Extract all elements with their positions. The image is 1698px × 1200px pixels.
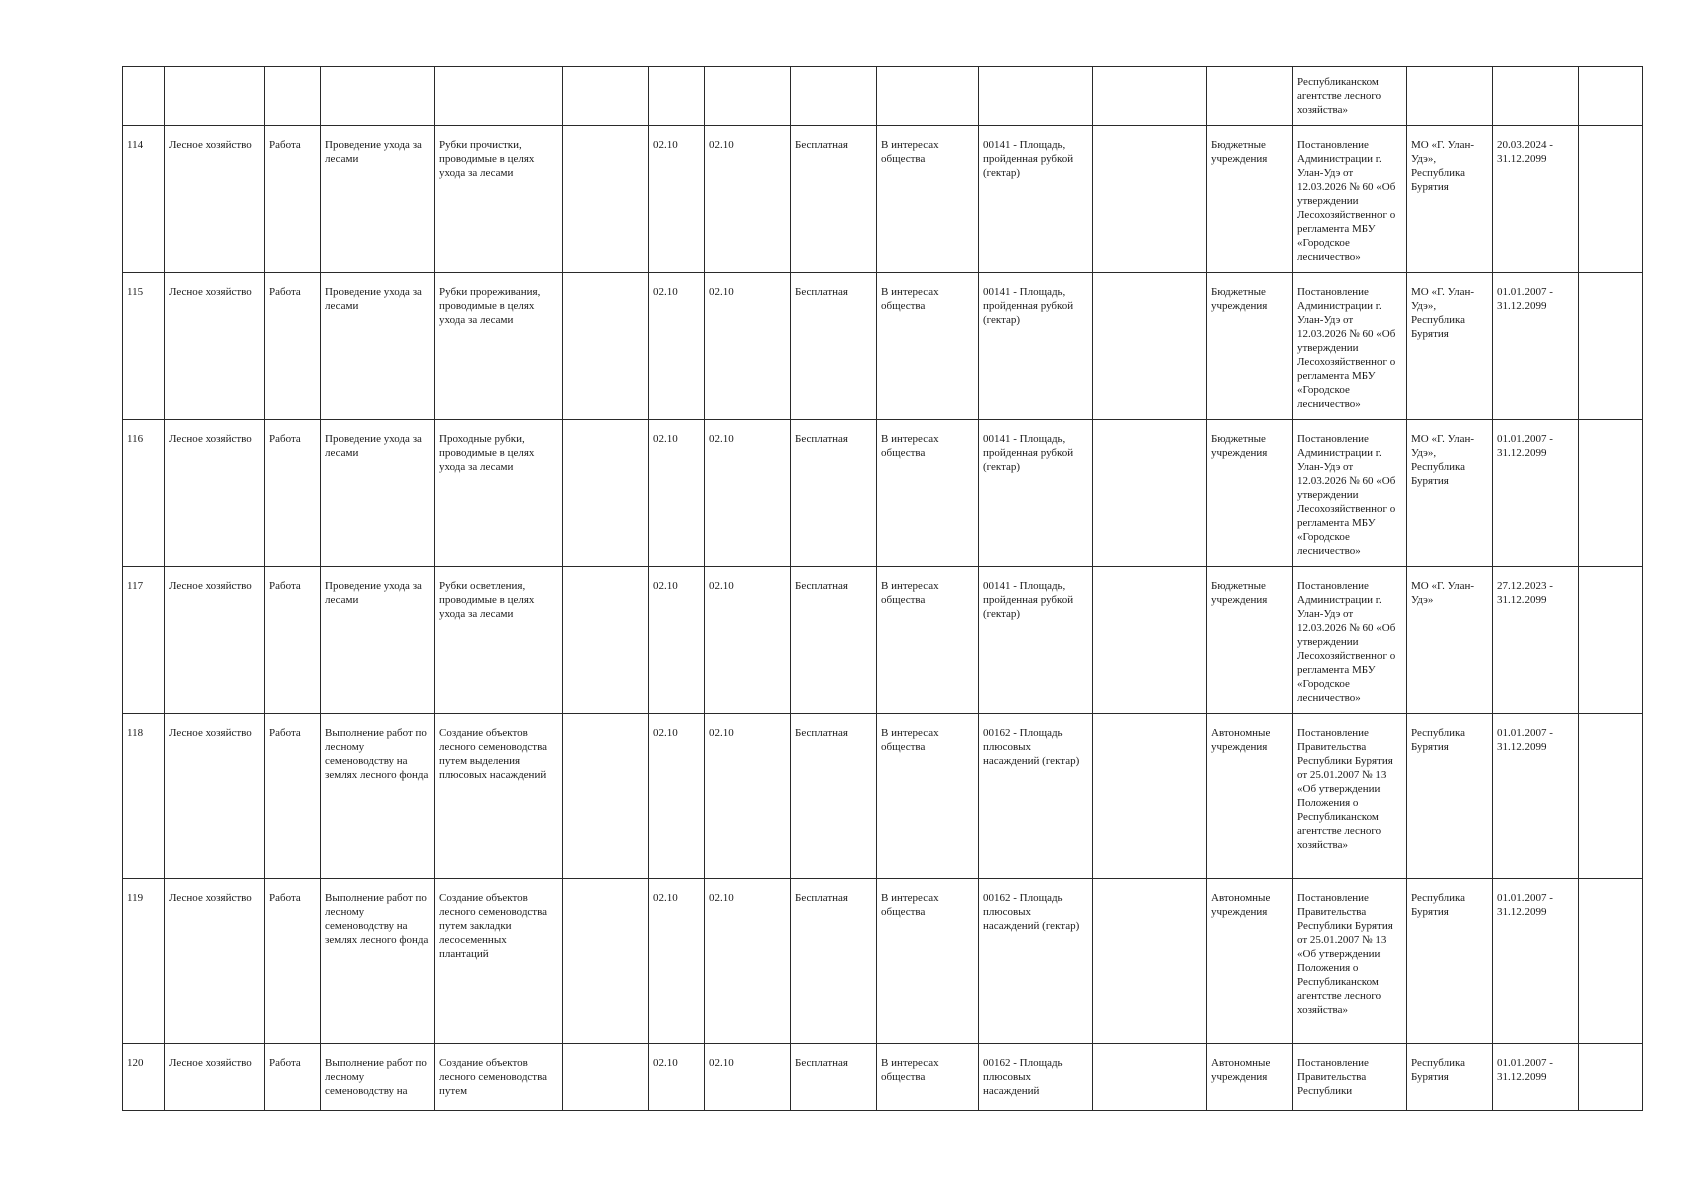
cell-empty	[563, 273, 649, 420]
cell-code2	[705, 67, 791, 126]
cell-pay: Бесплатная	[791, 420, 877, 567]
cell-indicator	[979, 67, 1093, 126]
cell-sector: Лесное хозяйство	[165, 714, 265, 879]
cell-indicator: 00162 - Площадь плюсовых насаждений (гектар)	[979, 879, 1093, 1044]
cell-code2: 02.10	[705, 420, 791, 567]
cell-interest: В интересах общества	[877, 126, 979, 273]
cell-empty	[1093, 1044, 1207, 1111]
cell-period: 01.01.2007 - 31.12.2099	[1493, 420, 1579, 567]
cell-institution: Автономные учреждения	[1207, 879, 1293, 1044]
cell-empty	[1093, 67, 1207, 126]
cell-name: Проведение ухода за лесами	[321, 420, 435, 567]
cell-kind	[265, 67, 321, 126]
cell-empty	[1579, 126, 1643, 273]
cell-empty	[563, 67, 649, 126]
cell-owner: Республика Бурятия	[1407, 1044, 1493, 1111]
cell-kind: Работа	[265, 714, 321, 879]
cell-code1: 02.10	[649, 1044, 705, 1111]
cell-name: Выполнение работ по лесному семеноводству на землях лесного фонда	[321, 879, 435, 1044]
cell-content: Рубки прочистки, проводимые в целях ухода за лесами	[435, 126, 563, 273]
cell-kind: Работа	[265, 1044, 321, 1111]
cell-empty	[1093, 879, 1207, 1044]
cell-code1: 02.10	[649, 273, 705, 420]
cell-interest	[877, 67, 979, 126]
cell-name: Проведение ухода за лесами	[321, 273, 435, 420]
cell-owner: МО «Г. Улан-Удэ», Республика Бурятия	[1407, 273, 1493, 420]
cell-empty	[1579, 67, 1643, 126]
cell-name: Выполнение работ по лесному семеноводству на землях лесного фонда	[321, 714, 435, 879]
registry-page	[122, 66, 1642, 1111]
cell-interest: В интересах общества	[877, 714, 979, 879]
cell-sector: Лесное хозяйство	[165, 420, 265, 567]
services-registry-table	[122, 66, 1643, 1111]
cell-legal: Постановление Администрации г. Улан-Удэ от 12.03.2026 № 60 «Об утверждении Лесохозяйственног о регламента МБУ «Городское лесничество»	[1293, 126, 1407, 273]
cell-owner	[1407, 67, 1493, 126]
cell-empty	[1579, 273, 1643, 420]
cell-content	[435, 67, 563, 126]
cell-empty	[1579, 567, 1643, 714]
cell-num	[123, 67, 165, 126]
cell-interest: В интересах общества	[877, 879, 979, 1044]
table-row	[123, 567, 1643, 714]
cell-empty	[1579, 714, 1643, 879]
cell-sector: Лесное хозяйство	[165, 879, 265, 1044]
cell-empty	[1579, 420, 1643, 567]
cell-empty	[563, 1044, 649, 1111]
cell-kind: Работа	[265, 879, 321, 1044]
cell-pay: Бесплатная	[791, 714, 877, 879]
cell-institution: Бюджетные учреждения	[1207, 126, 1293, 273]
cell-institution: Бюджетные учреждения	[1207, 273, 1293, 420]
cell-institution: Бюджетные учреждения	[1207, 567, 1293, 714]
cell-owner: МО «Г. Улан-Удэ», Республика Бурятия	[1407, 420, 1493, 567]
cell-period: 01.01.2007 - 31.12.2099	[1493, 714, 1579, 879]
cell-name: Проведение ухода за лесами	[321, 126, 435, 273]
cell-legal: Постановление Правительства Республики Бурятия от 25.01.2007 № 13 «Об утверждении Положения о Республиканском агентстве лесного хозяйства»	[1293, 714, 1407, 879]
cell-num: 118	[123, 714, 165, 879]
cell-empty	[563, 879, 649, 1044]
cell-kind: Работа	[265, 273, 321, 420]
cell-content: Создание объектов лесного семеноводства путем закладки лесосеменных плантаций	[435, 879, 563, 1044]
cell-num: 116	[123, 420, 165, 567]
table-row	[123, 126, 1643, 273]
cell-indicator: 00141 - Площадь, пройденная рубкой (гектар)	[979, 126, 1093, 273]
cell-pay: Бесплатная	[791, 1044, 877, 1111]
cell-num: 114	[123, 126, 165, 273]
cell-indicator: 00141 - Площадь, пройденная рубкой (гектар)	[979, 273, 1093, 420]
cell-content: Создание объектов лесного семеноводства путем выделения плюсовых насаждений	[435, 714, 563, 879]
cell-code1	[649, 67, 705, 126]
cell-period: 01.01.2007 - 31.12.2099	[1493, 1044, 1579, 1111]
table-row	[123, 1044, 1643, 1111]
table-row	[123, 420, 1643, 567]
cell-content: Создание объектов лесного семеноводства путем	[435, 1044, 563, 1111]
cell-indicator: 00141 - Площадь, пройденная рубкой (гектар)	[979, 420, 1093, 567]
cell-num: 120	[123, 1044, 165, 1111]
cell-indicator: 00162 - Площадь плюсовых насаждений	[979, 1044, 1093, 1111]
cell-empty	[1093, 420, 1207, 567]
cell-code2: 02.10	[705, 714, 791, 879]
cell-num: 115	[123, 273, 165, 420]
cell-name: Проведение ухода за лесами	[321, 567, 435, 714]
cell-code2: 02.10	[705, 273, 791, 420]
cell-code1: 02.10	[649, 714, 705, 879]
cell-empty	[1093, 273, 1207, 420]
cell-content: Рубки осветления, проводимые в целях ухода за лесами	[435, 567, 563, 714]
cell-num: 117	[123, 567, 165, 714]
cell-owner: Республика Бурятия	[1407, 714, 1493, 879]
table-row	[123, 879, 1643, 1044]
cell-code2: 02.10	[705, 126, 791, 273]
cell-empty	[1093, 567, 1207, 714]
cell-legal	[1293, 67, 1407, 126]
cell-period: 01.01.2007 - 31.12.2099	[1493, 273, 1579, 420]
cell-sector: Лесное хозяйство	[165, 567, 265, 714]
cell-interest: В интересах общества	[877, 567, 979, 714]
cell-pay: Бесплатная	[791, 567, 877, 714]
cell-period: 20.03.2024 - 31.12.2099	[1493, 126, 1579, 273]
cell-sector: Лесное хозяйство	[165, 1044, 265, 1111]
cell-code1: 02.10	[649, 420, 705, 567]
cell-kind: Работа	[265, 420, 321, 567]
cell-legal-text: Республиканском агентстве лесного хозяйства»	[1297, 76, 1382, 116]
cell-code2: 02.10	[705, 567, 791, 714]
cell-period	[1493, 67, 1579, 126]
cell-empty	[1093, 714, 1207, 879]
cell-owner: МО «Г. Улан-Удэ», Республика Бурятия	[1407, 126, 1493, 273]
cell-pay: Бесплатная	[791, 273, 877, 420]
cell-indicator: 00141 - Площадь, пройденная рубкой (гектар)	[979, 567, 1093, 714]
cell-sector: Лесное хозяйство	[165, 126, 265, 273]
cell-interest: В интересах общества	[877, 420, 979, 567]
cell-sector: Лесное хозяйство	[165, 273, 265, 420]
cell-pay	[791, 67, 877, 126]
cell-pay: Бесплатная	[791, 126, 877, 273]
cell-legal: Постановление Администрации г. Улан-Удэ от 12.03.2026 № 60 «Об утверждении Лесохозяйственног о регламента МБУ «Городское лесничество»	[1293, 567, 1407, 714]
table-row	[123, 714, 1643, 879]
cell-empty	[563, 420, 649, 567]
cell-empty	[1579, 1044, 1643, 1111]
cell-empty	[563, 567, 649, 714]
cell-kind: Работа	[265, 126, 321, 273]
cell-legal: Постановление Администрации г. Улан-Удэ от 12.03.2026 № 60 «Об утверждении Лесохозяйственног о регламента МБУ «Городское лесничество»	[1293, 420, 1407, 567]
cell-code1: 02.10	[649, 879, 705, 1044]
cell-content: Проходные рубки, проводимые в целях ухода за лесами	[435, 420, 563, 567]
cell-owner: МО «Г. Улан-Удэ»	[1407, 567, 1493, 714]
cell-period: 27.12.2023 - 31.12.2099	[1493, 567, 1579, 714]
cell-legal: Постановление Правительства Республики	[1293, 1044, 1407, 1111]
cell-interest: В интересах общества	[877, 1044, 979, 1111]
cell-num: 119	[123, 879, 165, 1044]
cell-period: 01.01.2007 - 31.12.2099	[1493, 879, 1579, 1044]
cell-empty	[563, 714, 649, 879]
cell-indicator: 00162 - Площадь плюсовых насаждений (гектар)	[979, 714, 1093, 879]
cell-empty	[563, 126, 649, 273]
cell-owner: Республика Бурятия	[1407, 879, 1493, 1044]
cell-institution	[1207, 67, 1293, 126]
cell-code1: 02.10	[649, 567, 705, 714]
cell-institution: Автономные учреждения	[1207, 714, 1293, 879]
cell-institution: Автономные учреждения	[1207, 1044, 1293, 1111]
cell-legal: Постановление Правительства Республики Бурятия от 25.01.2007 № 13 «Об утверждении Положения о Республиканском агентстве лесного хозяйства»	[1293, 879, 1407, 1044]
table-row-continuation	[123, 67, 1643, 126]
cell-name	[321, 67, 435, 126]
cell-content: Рубки прореживания, проводимые в целях ухода за лесами	[435, 273, 563, 420]
cell-name: Выполнение работ по лесному семеноводству на	[321, 1044, 435, 1111]
cell-empty	[1093, 126, 1207, 273]
cell-sector	[165, 67, 265, 126]
cell-code2: 02.10	[705, 879, 791, 1044]
cell-institution: Бюджетные учреждения	[1207, 420, 1293, 567]
cell-legal: Постановление Администрации г. Улан-Удэ от 12.03.2026 № 60 «Об утверждении Лесохозяйственног о регламента МБУ «Городское лесничество»	[1293, 273, 1407, 420]
cell-kind: Работа	[265, 567, 321, 714]
table-row	[123, 273, 1643, 420]
cell-interest: В интересах общества	[877, 273, 979, 420]
cell-code1: 02.10	[649, 126, 705, 273]
cell-pay: Бесплатная	[791, 879, 877, 1044]
cell-empty	[1579, 879, 1643, 1044]
cell-code2: 02.10	[705, 1044, 791, 1111]
